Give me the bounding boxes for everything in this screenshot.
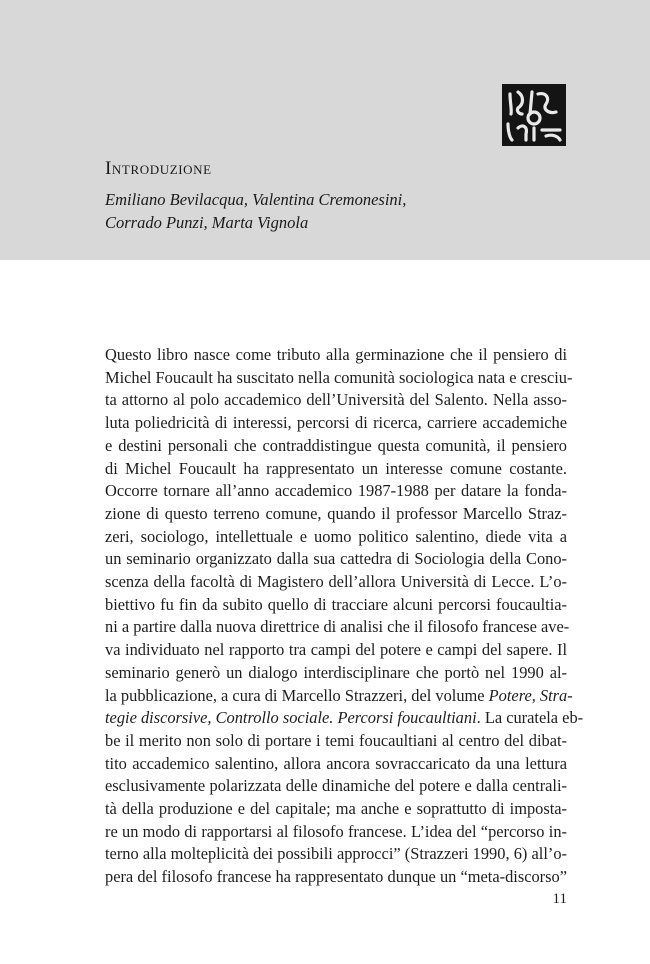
body-paragraph (105, 344, 584, 889)
body-line: tà della produzione e del capitale; ma anche e soprattutto di imposta- (105, 799, 567, 819)
body-line: biettivo fu fin da subito quello di tracciare alcuni percorsi foucaultia- (105, 594, 567, 614)
page-number: 11 (552, 891, 567, 907)
body-line: tegie discorsive, Controllo sociale. Percorsi foucaultiani. La curatela eb- (105, 708, 584, 728)
authors-line: Corrado Punzi, Marta Vignola (105, 213, 309, 232)
body-line: luta poliedricità di interessi, percorsi di ricerca, carriere accademiche (105, 413, 567, 433)
body-line: terno alla molteplicità dei possibili approcci” (Strazzeri 1990, 6) all’o- (105, 844, 567, 864)
body-line: seminario generò un dialogo interdisciplinare che portò nel 1990 al- (105, 662, 567, 682)
body-line: tito accademico salentino, allora ancora sovraccaricato da una lettura (105, 753, 567, 773)
publisher-logo-icon (502, 84, 566, 146)
header-band (0, 0, 650, 260)
body-line: ta attorno al polo accademico dell’Università del Salento. Nella asso- (105, 390, 567, 410)
body-line: Michel Foucault ha suscitato nella comunità sociologica nata e cresciu- (105, 367, 573, 387)
body-line: esclusivamente polarizzata delle dinamiche del potere e dalla centrali- (105, 776, 567, 796)
body-line: re un modo di rapportarsi al filosofo francese. L’idea del “percorso in- (105, 821, 567, 841)
chapter-title: Introduzione (105, 158, 212, 179)
body-line: va individuato nel rapporto tra campi del potere e campi del sapere. Il (105, 640, 567, 660)
body-line: scenza della facoltà di Magistero dell’allora Università di Lecce. L’o- (105, 572, 567, 592)
body-line: Questo libro nasce come tributo alla germinazione che il pensiero di (105, 345, 567, 364)
body-line: un seminario organizzato dalla sua cattedra di Sociologia della Cono- (105, 549, 567, 569)
body-line: zeri, sociologo, intellettuale e uomo politico salentino, diede vita a (105, 526, 567, 546)
body-line: pera del filosofo francese ha rappresentato dunque un “meta-discorso” (105, 867, 567, 887)
authors-line: Emiliano Bevilacqua, Valentina Cremonesini, (105, 190, 407, 209)
body-line: di Michel Foucault ha rappresentato un interesse comune costante. (105, 458, 567, 478)
body-line: zione di questo terreno comune, quando il professor Marcello Straz- (105, 503, 567, 523)
chapter-authors (105, 188, 545, 234)
body-line: e destini personali che contraddistingue questa comunità, il pensiero (105, 435, 567, 455)
body-line: be il merito non solo di portare i temi foucaultiani al centro del dibat- (105, 730, 567, 750)
body-line: ni a partire dalla nuova direttrice di analisi che il filosofo francese ave- (105, 617, 570, 637)
body-line: Occorre tornare all’anno accademico 1987-1988 per datare la fonda- (105, 481, 567, 501)
body-line: la pubblicazione, a cura di Marcello Strazzeri, del volume Potere, Stra- (105, 685, 573, 705)
